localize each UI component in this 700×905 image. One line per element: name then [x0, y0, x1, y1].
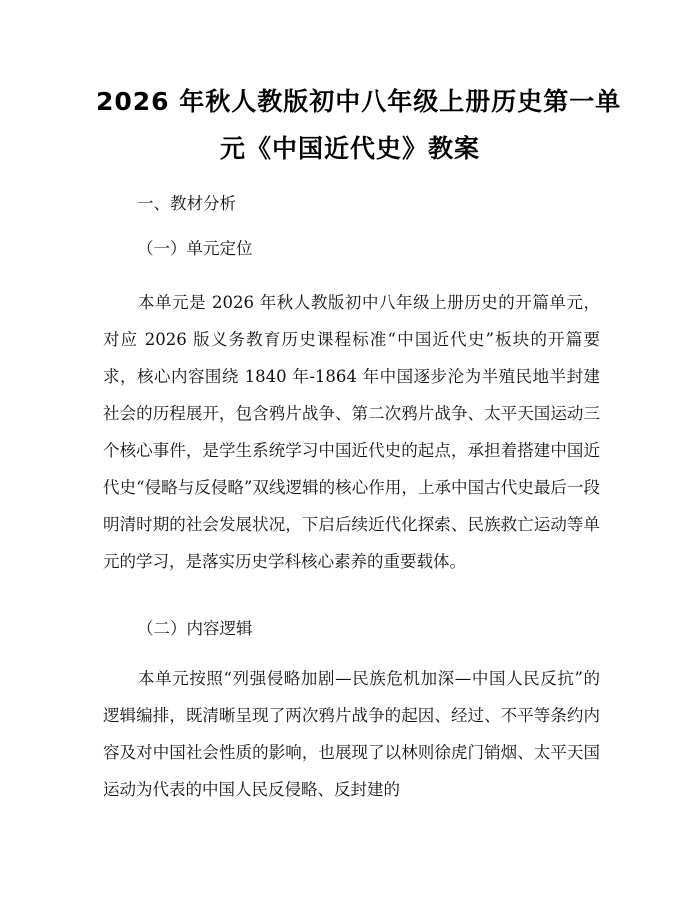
paragraph-unit-positioning: 本单元是 2026 年秋人教版初中八年级上册历史的开篇单元，对应 2026 版义务教育历史课程标准“中国近代史”板块的开篇要求，核心内容围绕 1840 年-1864 年中国逐步沦为半殖民地半封建社会的历程展开，包含鸦片战争、第二次鸦片战争、太平天国运动三个核心事件，是学生系统学习中国近代史的起点，承担着搭建中国近代史“侵略与反侵略”双线逻辑的核心作用，上承中国古代史最后一段明清时期的社会发展状况，下启后续近代化探索、民族救亡运动等单元的学习，是落实历史学科核心素养的重要载体。: [103, 293, 600, 571]
paragraph-content-logic: 本单元按照“列强侵略加剧—民族危机加深—中国人民反抗”的逻辑编排，既清晰呈现了两次鸦片战争的起因、经过、不平等条约内容及对中国社会性质的影响，也展现了以林则徐虎门销烟、太平天国运动为代表的中国人民反侵略、反封建的: [103, 669, 600, 799]
subsection-heading-content-logic: （二）内容逻辑: [137, 619, 253, 638]
section-heading-textbook-analysis: 一、教材分析: [137, 194, 236, 213]
subsection-heading-unit-positioning: （一）单元定位: [137, 239, 253, 258]
document-title-line-2: 元《中国近代史》教案: [219, 134, 480, 163]
document-title-line-1: 2026 年秋人教版初中八年级上册历史第一单: [96, 87, 622, 116]
